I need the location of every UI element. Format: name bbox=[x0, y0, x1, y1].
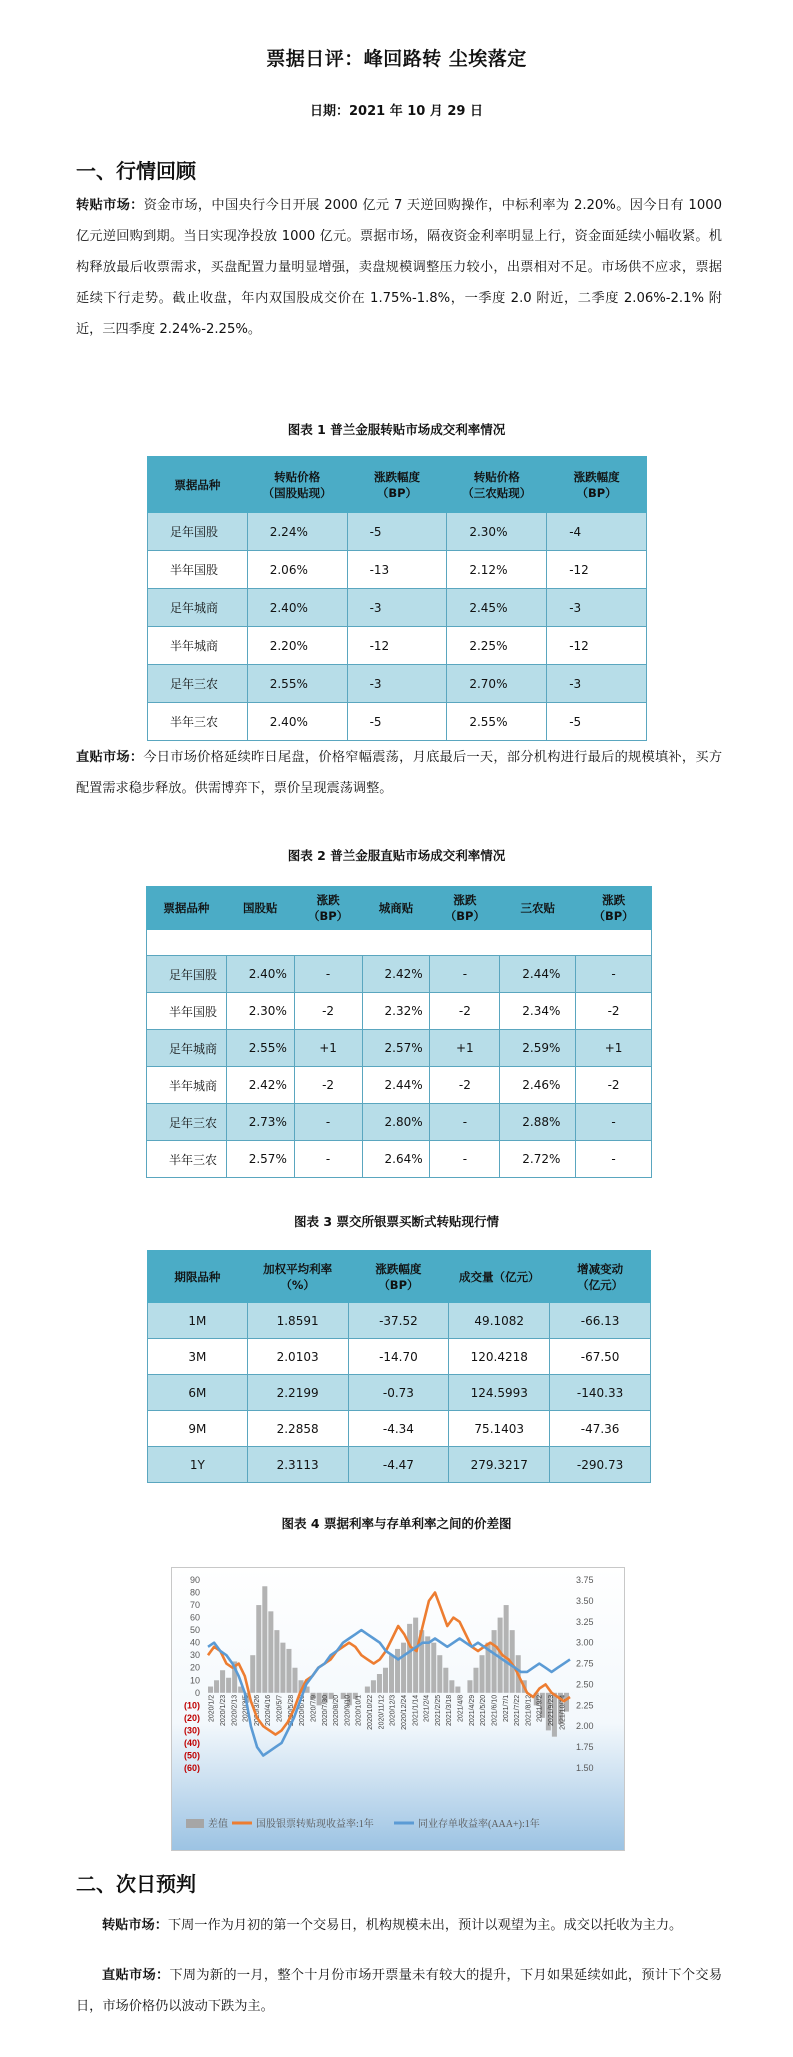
column-header-line: 加权平均利率 bbox=[263, 1261, 333, 1276]
table-spacer-row bbox=[147, 930, 652, 956]
table-cell: 75.1403 bbox=[449, 1411, 550, 1447]
table-cell: 2.80% bbox=[362, 1104, 430, 1141]
x-axis-tick-label: 2020/1/23 bbox=[219, 1694, 227, 1726]
table-cell: 124.5993 bbox=[449, 1375, 550, 1411]
column-header-line: （国股贴现） bbox=[262, 485, 332, 500]
spread-bar bbox=[407, 1624, 412, 1693]
spread-bar bbox=[437, 1655, 442, 1693]
table-cell: 2.3113 bbox=[247, 1447, 348, 1483]
column-header-line: （%） bbox=[280, 1277, 315, 1292]
left-axis-tick-label: 80 bbox=[189, 1587, 200, 1598]
table-cell: 半年国股 bbox=[148, 551, 248, 589]
x-axis-tick-label: 2021/10/14 bbox=[559, 1694, 567, 1730]
left-axis-tick-label: (50) bbox=[183, 1750, 200, 1761]
x-axis-tick-label: 2021/1/14 bbox=[412, 1694, 420, 1726]
table-cell: 6M bbox=[148, 1375, 248, 1411]
table-cell: 2.24% bbox=[247, 513, 347, 551]
left-axis-tick-label: 20 bbox=[189, 1662, 200, 1673]
spread-bar bbox=[425, 1636, 430, 1692]
spread-bar bbox=[431, 1643, 436, 1693]
table-cell: 半年国股 bbox=[147, 993, 227, 1030]
table-cell: -2 bbox=[430, 993, 500, 1030]
right-axis-tick-label: 3.00 bbox=[576, 1637, 594, 1648]
column-header-line: （BP） bbox=[307, 909, 349, 923]
x-axis-tick-label: 2020/11/12 bbox=[378, 1694, 386, 1730]
column-header bbox=[147, 887, 227, 930]
table-cell: -0.73 bbox=[348, 1375, 449, 1411]
column-header-line: 涨跌幅度 bbox=[375, 1261, 422, 1276]
left-axis-tick-label: (10) bbox=[183, 1700, 200, 1711]
table-cell: 2.42% bbox=[226, 1067, 294, 1104]
table-header-row bbox=[148, 457, 647, 513]
left-axis-tick-label: (40) bbox=[183, 1737, 200, 1748]
table-cell: -14.70 bbox=[348, 1339, 449, 1375]
table-cell: 2.0103 bbox=[247, 1339, 348, 1375]
paragraph-forecast-rediscount bbox=[76, 1910, 722, 1941]
table-cell: 2.44% bbox=[500, 956, 576, 993]
spread-bar bbox=[208, 1687, 213, 1693]
table-row bbox=[147, 956, 652, 993]
column-header-line: 票据品种 bbox=[163, 901, 210, 915]
table-cell: -290.73 bbox=[550, 1447, 651, 1483]
spread-bar bbox=[226, 1678, 231, 1693]
x-axis-tick-label: 2020/10/1 bbox=[355, 1694, 363, 1726]
column-header bbox=[576, 887, 652, 930]
section-heading-review: 一、行情回顾 bbox=[76, 159, 196, 183]
column-header bbox=[430, 887, 500, 930]
column-header bbox=[294, 887, 362, 930]
paragraph-text: 今日市场价格延续昨日尾盘，价格窄幅震荡，月底最后一天，部分机构进行最后的规模填补，买方配置需求稳步释放。供需博弈下，票价呈现震荡调整。 bbox=[76, 750, 723, 796]
spread-chart bbox=[171, 1567, 625, 1851]
spread-bar bbox=[443, 1668, 448, 1693]
x-axis-tick-label: 2020/3/26 bbox=[253, 1694, 261, 1726]
table-row bbox=[148, 1447, 651, 1483]
table-cell: 120.4218 bbox=[449, 1339, 550, 1375]
x-axis-tick-label: 2021/8/12 bbox=[525, 1694, 533, 1726]
table-cell: 9M bbox=[148, 1411, 248, 1447]
table-cell: +1 bbox=[576, 1030, 652, 1067]
x-axis-tick-label: 2020/7/9 bbox=[310, 1694, 318, 1723]
table-cell: 2.57% bbox=[226, 1141, 294, 1178]
column-header bbox=[550, 1251, 651, 1303]
spread-bar bbox=[280, 1643, 285, 1693]
x-axis-tick-label: 2020/5/28 bbox=[287, 1694, 295, 1726]
table-cell: -4.47 bbox=[348, 1447, 449, 1483]
x-axis-tick-label: 2021/2/25 bbox=[434, 1694, 442, 1726]
spread-bar bbox=[449, 1680, 454, 1693]
table-cell: - bbox=[430, 956, 500, 993]
column-header bbox=[247, 1251, 348, 1303]
column-header-line: 涨跌 bbox=[602, 893, 626, 907]
table-cell: - bbox=[430, 1104, 500, 1141]
report-date: 日期：2021 年 10 月 29 日 bbox=[310, 104, 483, 119]
table-cell: 2.70% bbox=[447, 665, 547, 703]
spread-bar bbox=[480, 1655, 485, 1693]
table-cell: -12 bbox=[547, 627, 647, 665]
x-axis-tick-label: 2020/1/2 bbox=[208, 1694, 216, 1723]
x-axis-tick-label: 2020/8/20 bbox=[333, 1694, 341, 1726]
table-cell: 足年国股 bbox=[147, 956, 227, 993]
table-cell: 2.59% bbox=[500, 1030, 576, 1067]
right-axis-tick-label: 3.50 bbox=[576, 1595, 594, 1606]
spread-bar bbox=[371, 1680, 376, 1693]
spread-bar bbox=[220, 1670, 225, 1693]
spread-bar bbox=[455, 1687, 460, 1693]
table-cell: 279.3217 bbox=[449, 1447, 550, 1483]
column-header-line: 涨跌 bbox=[316, 893, 340, 907]
left-axis-tick-label: (20) bbox=[183, 1712, 200, 1723]
x-axis-tick-label: 2020/6/18 bbox=[299, 1694, 307, 1726]
table-cell: 2.30% bbox=[226, 993, 294, 1030]
column-header-line: 转贴价格 bbox=[274, 469, 321, 484]
table-row bbox=[148, 1339, 651, 1375]
spread-bar bbox=[365, 1687, 370, 1693]
x-axis-tick-label: 2021/7/22 bbox=[514, 1694, 522, 1726]
column-header bbox=[547, 457, 647, 513]
table-cell: 2.40% bbox=[226, 956, 294, 993]
paragraph-rediscount-market bbox=[76, 190, 722, 345]
column-header bbox=[447, 457, 547, 513]
table-row bbox=[148, 1303, 651, 1339]
table-cell: 半年三农 bbox=[148, 703, 248, 741]
column-header-line: （BP） bbox=[576, 485, 617, 500]
spread-bar bbox=[262, 1586, 267, 1693]
table-cell: 1M bbox=[148, 1303, 248, 1339]
column-header bbox=[449, 1251, 550, 1303]
spread-bar bbox=[467, 1680, 472, 1693]
column-header-line: 国股贴 bbox=[242, 901, 278, 915]
table-cell: -4 bbox=[547, 513, 647, 551]
table-cell: -3 bbox=[547, 589, 647, 627]
table-row bbox=[147, 993, 652, 1030]
x-axis-tick-label: 2021/6/10 bbox=[491, 1694, 499, 1726]
spread-bar bbox=[268, 1611, 273, 1692]
table-cell: 2.55% bbox=[447, 703, 547, 741]
right-axis-tick-label: 2.75 bbox=[576, 1658, 594, 1669]
table-header-row bbox=[147, 887, 652, 930]
table-cell: -13 bbox=[347, 551, 447, 589]
table-cell: 1Y bbox=[148, 1447, 248, 1483]
x-axis-tick-label: 2020/2/13 bbox=[231, 1694, 239, 1726]
right-axis-tick-label: 2.00 bbox=[576, 1721, 594, 1732]
right-axis-tick-label: 1.50 bbox=[576, 1763, 594, 1773]
spread-chart-svg bbox=[172, 1568, 624, 1850]
spread-bar bbox=[292, 1668, 297, 1693]
right-axis-tick-label: 2.50 bbox=[576, 1679, 594, 1690]
table-cell: 2.55% bbox=[247, 665, 347, 703]
paragraph-label: 转贴市场： bbox=[76, 198, 144, 213]
table-row bbox=[148, 551, 647, 589]
left-axis-tick-label: 40 bbox=[189, 1637, 200, 1648]
spread-bar bbox=[473, 1668, 478, 1693]
table-cell: 足年三农 bbox=[148, 665, 248, 703]
spread-bar bbox=[389, 1655, 394, 1693]
rediscount-rate-table bbox=[147, 456, 647, 741]
table-cell: 2.40% bbox=[247, 589, 347, 627]
x-axis-tick-label: 2021/9/2 bbox=[536, 1694, 544, 1723]
table-cell: -12 bbox=[347, 627, 447, 665]
table-row bbox=[148, 1375, 651, 1411]
table-cell: 足年国股 bbox=[148, 513, 248, 551]
table-cell: 半年三农 bbox=[147, 1141, 227, 1178]
column-header-line: 转贴价格 bbox=[473, 469, 520, 484]
table-row bbox=[147, 1030, 652, 1067]
table-cell: -66.13 bbox=[550, 1303, 651, 1339]
figure2-caption: 图表 2 普兰金服直贴市场成交利率情况 bbox=[287, 848, 506, 863]
left-axis-tick-label: 30 bbox=[189, 1650, 200, 1661]
table-cell: - bbox=[294, 1104, 362, 1141]
table-cell: -3 bbox=[347, 589, 447, 627]
column-header bbox=[148, 457, 248, 513]
table-row bbox=[148, 589, 647, 627]
table-cell: -5 bbox=[347, 703, 447, 741]
table-cell: 2.40% bbox=[247, 703, 347, 741]
legend-label-spread: 差值 bbox=[208, 1819, 228, 1830]
table-cell: 足年三农 bbox=[147, 1104, 227, 1141]
table-cell: 2.12% bbox=[447, 551, 547, 589]
table-cell: - bbox=[294, 956, 362, 993]
left-axis-tick-label: 0 bbox=[194, 1687, 200, 1698]
table-cell: -4.34 bbox=[348, 1411, 449, 1447]
column-header-line: （BP） bbox=[444, 909, 485, 923]
exchange-bank-bill-table bbox=[147, 1250, 651, 1483]
section-heading-forecast: 二、次日预判 bbox=[76, 1872, 196, 1896]
right-axis-tick-label: 3.75 bbox=[576, 1575, 594, 1585]
spread-bar bbox=[492, 1630, 497, 1693]
column-header-line: （BP） bbox=[378, 1277, 419, 1292]
table-row bbox=[147, 1141, 652, 1178]
right-axis-tick-label: 2.25 bbox=[576, 1700, 594, 1711]
paragraph-text: 下周一作为月初的第一个交易日，机构规模未出，预计以观望为主。成交以托收为主力。 bbox=[167, 1918, 683, 1933]
x-axis-tick-label: 2021/4/8 bbox=[457, 1694, 465, 1723]
left-axis-tick-label: 10 bbox=[189, 1675, 200, 1686]
left-axis-tick-label: 60 bbox=[189, 1612, 200, 1623]
table-cell: 2.20% bbox=[247, 627, 347, 665]
table-cell: 半年城商 bbox=[147, 1067, 227, 1104]
right-axis-tick-label: 3.25 bbox=[576, 1616, 594, 1627]
x-axis-tick-label: 2020/5/7 bbox=[276, 1694, 284, 1723]
figure1-caption: 图表 1 普兰金服转贴市场成交利率情况 bbox=[287, 422, 506, 437]
table-cell: -140.33 bbox=[550, 1375, 651, 1411]
table-cell: 2.46% bbox=[500, 1067, 576, 1104]
column-header bbox=[347, 457, 447, 513]
x-axis-tick-label: 2021/2/4 bbox=[423, 1694, 431, 1723]
column-header bbox=[348, 1251, 449, 1303]
column-header-line: （BP） bbox=[593, 909, 634, 923]
spread-bar bbox=[395, 1649, 400, 1693]
left-axis-tick-label: 50 bbox=[189, 1625, 200, 1636]
x-axis-tick-label: 2021/5/20 bbox=[480, 1694, 488, 1726]
table-cell: -67.50 bbox=[550, 1339, 651, 1375]
paragraph-forecast-direct bbox=[76, 1960, 722, 2022]
table-cell: 2.88% bbox=[500, 1104, 576, 1141]
column-header-line: 票据品种 bbox=[174, 477, 221, 492]
table-row bbox=[147, 1104, 652, 1141]
table-cell: -2 bbox=[430, 1067, 500, 1104]
spread-bar bbox=[286, 1649, 291, 1693]
x-axis-tick-label: 2020/4/16 bbox=[265, 1694, 273, 1726]
table-cell: 2.57% bbox=[362, 1030, 430, 1067]
x-axis-tick-label: 2020/7/30 bbox=[321, 1694, 329, 1726]
x-axis-tick-label: 2021/7/1 bbox=[502, 1694, 510, 1723]
table-cell: +1 bbox=[294, 1030, 362, 1067]
table-cell: -5 bbox=[547, 703, 647, 741]
table-cell: - bbox=[430, 1141, 500, 1178]
column-header-line: 增减变动 bbox=[577, 1261, 624, 1276]
direct-discount-rate-table bbox=[146, 886, 652, 1178]
table-cell: 2.45% bbox=[447, 589, 547, 627]
table-cell: 2.34% bbox=[500, 993, 576, 1030]
table-cell: 1.8591 bbox=[247, 1303, 348, 1339]
table-cell: -2 bbox=[576, 993, 652, 1030]
paragraph-label: 转贴市场： bbox=[102, 1918, 168, 1933]
table-row bbox=[147, 1067, 652, 1104]
column-header bbox=[226, 887, 294, 930]
left-axis-tick-label: 90 bbox=[189, 1575, 200, 1585]
table-cell: -3 bbox=[347, 665, 447, 703]
column-header bbox=[500, 887, 576, 930]
table-row bbox=[148, 513, 647, 551]
table-row bbox=[148, 1411, 651, 1447]
table-cell: -47.36 bbox=[550, 1411, 651, 1447]
paragraph-label: 直贴市场： bbox=[76, 750, 144, 765]
spread-bar bbox=[250, 1655, 255, 1693]
spread-bar bbox=[504, 1605, 509, 1693]
table-cell: -5 bbox=[347, 513, 447, 551]
legend-label-bill-rate: 国股银票转贴现收益率:1年 bbox=[256, 1819, 374, 1830]
column-header-line: 涨跌 bbox=[453, 893, 477, 907]
spread-bar bbox=[256, 1605, 261, 1693]
table-cell: 2.44% bbox=[362, 1067, 430, 1104]
x-axis-tick-label: 2020/10/22 bbox=[367, 1694, 375, 1730]
table-cell: 2.72% bbox=[500, 1141, 576, 1178]
table-cell: 2.2199 bbox=[247, 1375, 348, 1411]
table-cell: 足年城商 bbox=[148, 589, 248, 627]
table-cell: 3M bbox=[148, 1339, 248, 1375]
column-header bbox=[148, 1251, 248, 1303]
paragraph-label: 直贴市场： bbox=[102, 1968, 170, 1983]
legend-swatch-spread bbox=[186, 1819, 204, 1828]
spread-bar bbox=[383, 1668, 388, 1693]
table-cell: 2.64% bbox=[362, 1141, 430, 1178]
table-header-row bbox=[148, 1251, 651, 1303]
table-cell: - bbox=[294, 1141, 362, 1178]
table-cell: 2.73% bbox=[226, 1104, 294, 1141]
table-cell: 2.30% bbox=[447, 513, 547, 551]
column-header-line: （三农贴现） bbox=[462, 485, 532, 500]
table-spacer-cell bbox=[147, 930, 652, 956]
right-axis-tick-label: 1.75 bbox=[576, 1742, 594, 1753]
paragraph-text: 资金市场，中国央行今日开展 2000 亿元 7 天逆回购操作，中标利率为 2.20%。因今日有 1000 亿元逆回购到期。当日实现净投放 1000 亿元。票据市场，隔夜资金利率明显上行，资金面延续小幅收紧。机构释放最后收票需求，买盘配置力量明显增强，卖盘规模调整压力较小，出票相对不足。市场供不应求，票据延续下行走势。截止收盘，年内双国股成交价在 1.75%-1.8%，一季度 2.0 附近，二季度 2.06%-2.1% 附近，三四季度 2.24%-2.25%。 bbox=[76, 198, 722, 337]
table-cell: -2 bbox=[294, 993, 362, 1030]
table-cell: 2.2858 bbox=[247, 1411, 348, 1447]
column-header-line: （亿元） bbox=[577, 1277, 624, 1292]
report-title: 票据日评：峰回路转 尘埃落定 bbox=[266, 48, 527, 70]
table-cell: -2 bbox=[576, 1067, 652, 1104]
table-cell: -37.52 bbox=[348, 1303, 449, 1339]
table-cell: 2.42% bbox=[362, 956, 430, 993]
x-axis-tick-label: 2020/3/5 bbox=[242, 1694, 250, 1723]
column-header-line: （BP） bbox=[376, 485, 418, 500]
table-cell: 2.06% bbox=[247, 551, 347, 589]
table-cell: - bbox=[576, 1141, 652, 1178]
table-cell: -2 bbox=[294, 1067, 362, 1104]
table-cell: +1 bbox=[430, 1030, 500, 1067]
spread-bar bbox=[377, 1674, 382, 1693]
x-axis-tick-label: 2021/9/23 bbox=[548, 1694, 556, 1726]
spread-bar bbox=[401, 1643, 406, 1693]
table-cell: 49.1082 bbox=[449, 1303, 550, 1339]
spread-bar bbox=[413, 1618, 418, 1693]
x-axis-tick-label: 2020/9/10 bbox=[344, 1694, 352, 1726]
column-header-line: 期限品种 bbox=[174, 1269, 221, 1284]
figure3-caption: 图表 3 票交所银票买断式转贴现行情 bbox=[294, 1214, 499, 1229]
column-header-line: 三农贴 bbox=[520, 901, 555, 915]
table-row bbox=[148, 627, 647, 665]
paragraph-text: 下周为新的一月，整个十月份市场开票量未有较大的提升，下月如果延续如此，预计下个交易日，市场价格仍以波动下跌为主。 bbox=[76, 1968, 723, 2014]
table-row bbox=[148, 665, 647, 703]
column-header-line: 城商贴 bbox=[378, 901, 414, 915]
column-header bbox=[247, 457, 347, 513]
left-axis-tick-label: 70 bbox=[189, 1600, 200, 1611]
spread-bar bbox=[214, 1680, 219, 1693]
column-header-line: 涨跌幅度 bbox=[373, 469, 420, 484]
figure4-caption: 图表 4 票据利率与存单利率之间的价差图 bbox=[281, 1516, 512, 1531]
table-cell: - bbox=[576, 1104, 652, 1141]
table-row bbox=[148, 703, 647, 741]
table-cell: 2.55% bbox=[226, 1030, 294, 1067]
table-cell: -12 bbox=[547, 551, 647, 589]
table-cell: 2.25% bbox=[447, 627, 547, 665]
paragraph-direct-discount-market bbox=[76, 742, 722, 804]
x-axis-tick-label: 2021/3/18 bbox=[446, 1694, 454, 1726]
column-header-line: 涨跌幅度 bbox=[573, 469, 620, 484]
column-header bbox=[362, 887, 430, 930]
x-axis-tick-label: 2021/4/29 bbox=[468, 1694, 476, 1726]
column-header-line: 成交量（亿元） bbox=[458, 1269, 540, 1284]
table-cell: 足年城商 bbox=[147, 1030, 227, 1067]
table-cell: - bbox=[576, 956, 652, 993]
spread-bar bbox=[274, 1630, 279, 1693]
x-axis-tick-label: 2020/12/24 bbox=[400, 1694, 408, 1730]
left-axis-tick-label: (60) bbox=[183, 1763, 200, 1773]
left-axis-tick-label: (30) bbox=[183, 1725, 200, 1736]
table-cell: -3 bbox=[547, 665, 647, 703]
x-axis-tick-label: 2020/12/3 bbox=[389, 1694, 397, 1726]
table-cell: 2.32% bbox=[362, 993, 430, 1030]
table-cell: 半年城商 bbox=[148, 627, 248, 665]
legend-label-cd-rate: 同业存单收益率(AAA+):1年 bbox=[418, 1819, 540, 1830]
